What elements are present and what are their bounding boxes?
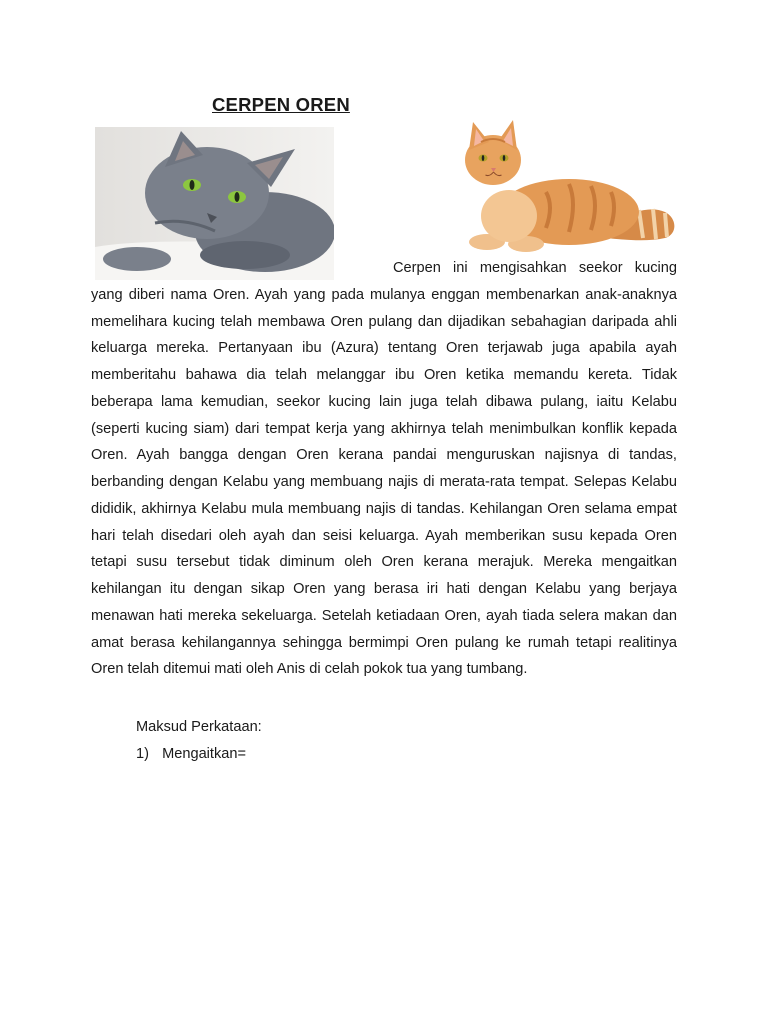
orange-cat-image xyxy=(451,120,683,255)
story-paragraph: Cerpen ini mengisahkan seekor kucing yang diberi nama Oren. Ayah yang pada mulanya enggan membenarkan anak-anaknya memelihara kucing telah membawa Oren pulang dan dijadikan sebahagian daripada ahli keluarga mereka. Pertanyaan ibu (Azura) tentang Oren terjawab juga apabila ayah memberitahu bahawa dia telah melanggar ibu Oren ketika memandu kereta. Tidak beberapa lama kemudian, seekor kucing lain juga telah dibawa pulang, iaitu Kelabu (seperti kucing siam) dari tempat kerja yang akhirnya telah menimbulkan konflik kepada Oren. Ayah bangga dengan Oren kerana pandai menguruskan najisnya di tandas, berbanding dengan Kelabu yang membuang najis di merata-rata tempat. Selepas Kelabu dididik, akhirnya Kelabu mula membuang najis di tandas. Kehilangan Oren selama empat hari telah disedari oleh ayah dan seisi keluarga. Ayah memberikan susu kepada Oren tetapi susu tersebut tidak diminum oleh Oren kerana merajuk. Mereka mengaitkan kehilangan itu dengan sikap Oren yang berasa iri hati dengan Kelabu yang berjaya menawan hati mereka sekeluarga. Setelah ketiadaan Oren, ayah tiada selera makan dan amat berasa kehilangannya sehingga bermimpi Oren pulang ke rumah tetapi realitinya Oren telah ditemui mati oleh Anis di celah pokok tua yang tumbang. xyxy=(91,260,677,678)
gray-cat-illustration xyxy=(95,127,334,280)
gray-cat-image xyxy=(95,127,334,280)
note-item-number: 1) xyxy=(136,746,149,762)
note-heading: Maksud Perkataan: xyxy=(136,719,262,735)
word-meaning-section xyxy=(136,714,262,768)
story-body xyxy=(91,124,677,683)
page-title: CERPEN OREN xyxy=(212,94,350,115)
orange-cat-illustration xyxy=(451,120,683,255)
note-item-term: Mengaitkan= xyxy=(162,746,247,762)
note-item xyxy=(136,741,262,768)
